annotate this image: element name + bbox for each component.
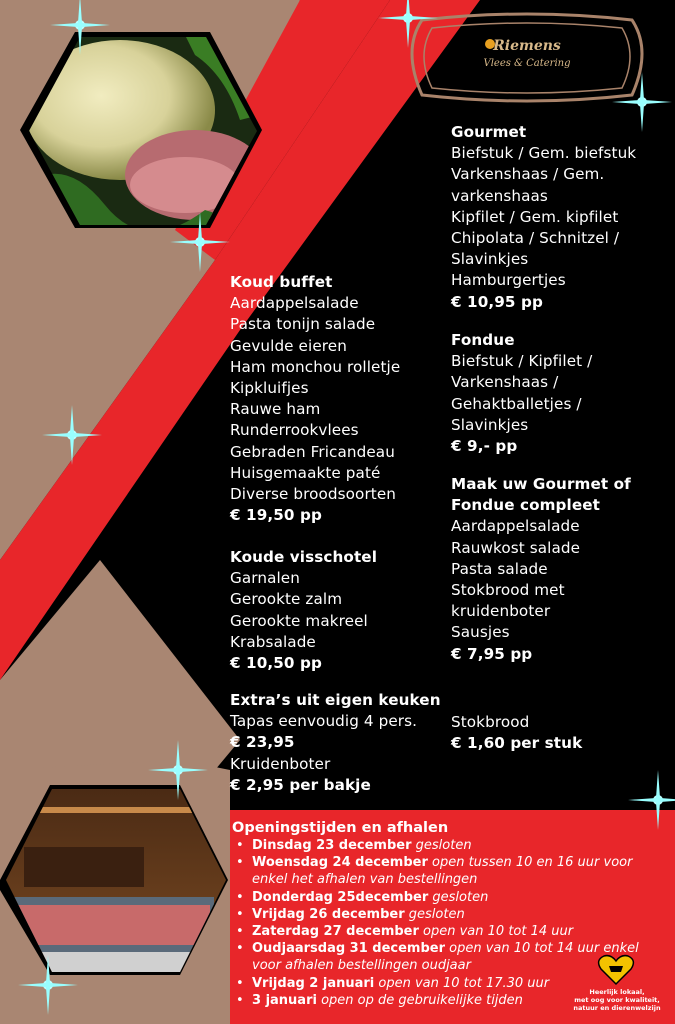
menu-item: Kruidenboter	[230, 754, 331, 773]
opening-hours-day: Vrijdag 2 januari	[252, 975, 375, 991]
menu-price: € 19,50 pp	[230, 506, 322, 525]
menu-item: Varkenshaas / Gem.	[451, 165, 605, 184]
logo-name: Riemens	[493, 38, 561, 54]
opening-hours-text: gesloten	[404, 906, 465, 922]
menu-item: Huisgemaakte paté	[230, 463, 381, 482]
menu-section-title: Maak uw Gourmet of	[451, 475, 631, 493]
opening-hours-text: gesloten	[411, 838, 472, 853]
menu-item: Aardappelsalade	[451, 517, 580, 536]
menu-item: Kipkluifjes	[230, 379, 309, 398]
opening-hours-title: Openingstijden en afhalen	[232, 820, 449, 836]
menu-item: Kipfilet / Gem. kipfilet	[451, 207, 619, 226]
menu-item: Rauwe ham	[230, 400, 321, 419]
badge-line-2: met oog voor kwaliteit,	[574, 996, 660, 1004]
menu-item: kruidenboter	[451, 602, 551, 621]
menu-item: Stokbrood met	[451, 581, 565, 600]
opening-hours-entry	[232, 906, 652, 923]
menu-price: € 7,95 pp	[451, 644, 533, 663]
opening-hours-text: open van 10 tot 14 uur	[418, 924, 574, 940]
opening-hours-text: gesloten	[428, 889, 489, 905]
menu-item: Gerookte zalm	[230, 590, 343, 609]
opening-hours-day: Dinsdag 23 december	[252, 838, 412, 853]
menu-section-title: Fondue compleet	[451, 496, 600, 515]
menu-item: Tapas eenvoudig 4 pers.	[230, 712, 418, 731]
opening-hours-day: 3 januari	[252, 992, 317, 1008]
menu-section	[451, 474, 666, 665]
badge-line-1: Heerlijk lokaal,	[589, 988, 645, 996]
menu-price: € 9,- pp	[451, 437, 518, 456]
menu-section-title: Fondue	[451, 331, 515, 349]
opening-hours-text: open van 10 tot 17.30 uur	[374, 975, 550, 991]
menu-section	[230, 547, 445, 674]
menu-item: Slavinkjes	[451, 250, 529, 269]
opening-hours-entry	[232, 889, 652, 906]
opening-hours-entry	[232, 837, 652, 854]
menu-price: € 1,60 per stuk	[451, 734, 583, 753]
opening-hours-day: Oudjaarsdag 31 december	[252, 941, 446, 957]
menu-section-title: Extra’s uit eigen keuken	[230, 691, 441, 709]
riemens-logo	[402, 10, 652, 105]
menu-price: € 10,50 pp	[230, 654, 322, 673]
menu-item: varkenshaas	[451, 186, 548, 205]
badge-text	[567, 988, 667, 1012]
opening-hours-text: open van 10 tot 14 uur enkel voor afhalen bestellingen oudjaar	[252, 941, 639, 974]
menu-item: Diverse broodsoorten	[230, 485, 397, 504]
menu-item: Rauwkost salade	[451, 538, 581, 557]
menu-item: Gebraden Fricandeau	[230, 442, 395, 461]
menu-item: Hamburgertjes	[451, 271, 566, 290]
menu-item: Gerookte makreel	[230, 611, 368, 630]
opening-hours-entry	[232, 854, 652, 888]
menu-section-title: Koude visschotel	[230, 548, 378, 566]
opening-hours	[232, 820, 652, 1009]
menu-item: Stokbrood	[451, 713, 530, 731]
logo-subtitle: Vlees & Catering	[483, 58, 571, 69]
menu-item: Aardappelsalade	[230, 294, 359, 313]
menu-item: Gehaktballetjes /	[451, 394, 582, 413]
opening-hours-day: Vrijdag 26 december	[252, 906, 405, 922]
menu-section	[451, 330, 666, 457]
menu-item: Ham monchou rolletje	[230, 357, 401, 376]
menu-item: Krabsalade	[230, 632, 316, 651]
opening-hours-list	[232, 837, 652, 1009]
opening-hours-entry	[232, 923, 652, 940]
menu-item: Biefstuk / Kipfilet /	[451, 352, 593, 371]
menu-item: Biefstuk / Gem. biefstuk	[451, 144, 637, 163]
menu-item: Pasta tonijn salade	[230, 315, 376, 334]
menu-item: Varkenshaas /	[451, 373, 559, 392]
menu-section	[451, 712, 666, 754]
menu-item: Slavinkjes	[451, 415, 529, 434]
opening-hours-text: open op de gebruikelijke tijden	[316, 992, 523, 1008]
menu-section	[230, 272, 445, 526]
menu-item: Garnalen	[230, 569, 300, 588]
opening-hours-day: Donderdag 25december	[252, 889, 429, 905]
opening-hours-text: open tussen 10 en 16 uur voor enkel het afhalen van bestellingen	[252, 855, 633, 888]
opening-hours-day: Zaterdag 27 december	[252, 924, 419, 940]
menu-section-title: Gourmet	[451, 123, 527, 141]
heart-badge-icon	[597, 954, 635, 986]
menu-section	[230, 690, 445, 796]
badge-line-3: natuur en dierenwelzijn	[573, 1004, 661, 1012]
menu-section-title: Koud buffet	[230, 273, 333, 291]
menu-item: Runderrookvlees	[230, 421, 359, 440]
salad-platter-photo	[25, 35, 260, 227]
shop-interior-photo	[4, 787, 228, 974]
menu-item: Sausjes	[451, 623, 510, 642]
menu-item: Gevulde eieren	[230, 336, 347, 355]
opening-hours-day: Woensdag 24 december	[252, 855, 428, 871]
menu-price: € 23,95	[230, 733, 295, 752]
opening-hours-entry	[232, 940, 652, 974]
menu-section	[451, 122, 666, 313]
menu-item: Pasta salade	[451, 559, 548, 578]
menu-item: Chipolata / Schnitzel /	[451, 229, 620, 248]
menu-price: € 10,95 pp	[451, 292, 543, 311]
menu-price: € 2,95 per bakje	[230, 775, 371, 794]
